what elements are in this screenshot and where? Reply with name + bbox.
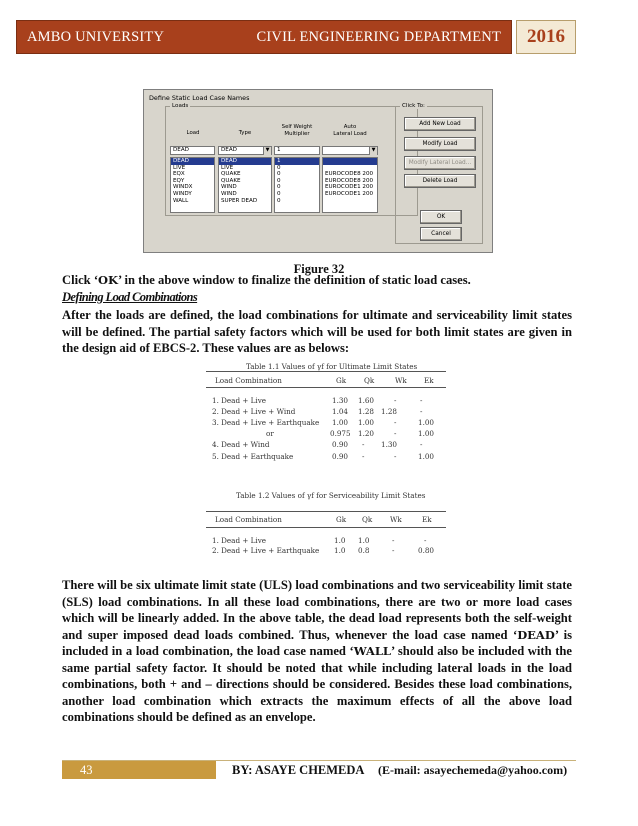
table-cell: 0.80	[418, 546, 435, 555]
col-auto-label-1: Auto	[343, 124, 357, 130]
list-item[interactable]	[323, 165, 377, 172]
load-name-list[interactable]	[170, 157, 215, 213]
list-item[interactable]: 0	[277, 164, 281, 171]
load-type-select[interactable]	[218, 146, 272, 155]
table-cell: -	[394, 429, 397, 438]
load-type-list[interactable]	[218, 157, 272, 213]
list-item[interactable]: WALL	[173, 197, 189, 204]
table1-caption: Table 1.1 Values of γf for Ultimate Limit States	[246, 362, 418, 371]
table1-header: Wk	[395, 376, 407, 385]
col-type-label: Type	[238, 130, 252, 136]
para1-text-a: Click ‘	[62, 273, 99, 287]
list-item[interactable]: EUROCODE8 200	[325, 177, 374, 184]
table-cell: 2. Dead + Live + Wind	[212, 407, 296, 416]
footer-email: (E-mail: asayechemeda@yahoo.com)	[378, 763, 568, 777]
list-item[interactable]: EQX	[173, 171, 185, 178]
paragraph-click-ok	[62, 272, 572, 289]
table-cell: 1. Dead + Live	[212, 396, 267, 405]
modify-lateral-load-button[interactable]: Modify Lateral Load...	[404, 156, 476, 170]
year-label: 2016	[527, 26, 565, 47]
table-cell: -	[362, 452, 365, 461]
table-cell: 1.30	[332, 396, 349, 405]
table1-header: Qk	[364, 376, 375, 385]
click-to-group	[395, 103, 483, 244]
table-cell: 1.28	[358, 407, 375, 416]
table-cell: -	[394, 396, 397, 405]
load-name-input[interactable]: DEAD	[170, 146, 215, 155]
table-cell: -	[420, 396, 423, 405]
para3-text-a: There will be six ultimate limit state (ULS) load combinations and two serviceability limit state (SLS) load combinations. In all these load combinations, there are two or more load cases which will be linearly added. In the above table, the dead load represents both the self-weight and super imposed dead loads combined. Thus, whenever the load case named ‘	[62, 578, 572, 642]
table-cell: 0.90	[332, 452, 349, 461]
para1-ok-term: OK	[98, 273, 119, 287]
figure-caption: Figure 32	[293, 262, 345, 276]
table-cell: 1.00	[418, 452, 435, 461]
table-cell: 1.00	[418, 418, 435, 427]
para3-wall-term: WALL	[353, 644, 392, 658]
table-cell: -	[394, 452, 397, 461]
table-cell: 1.0	[334, 546, 346, 555]
para3-text-b: ’ is included in a load combination, the load case named ‘	[62, 627, 572, 658]
table2-header: Ek	[422, 515, 432, 524]
list-item[interactable]: LIVE	[221, 164, 234, 171]
list-item[interactable]: EUROCODE8 200	[325, 171, 374, 178]
delete-load-button[interactable]: Delete Load	[404, 174, 476, 188]
col-auto-header	[322, 124, 378, 137]
table-cell: 1.0	[334, 536, 346, 545]
col-multiplier-label-2: Multiplier	[284, 130, 310, 137]
chevron-down-icon[interactable]: ▼	[263, 147, 271, 155]
page-number-box	[62, 761, 216, 779]
click-to-label: Click To:	[402, 103, 425, 109]
table-cell: -	[424, 536, 427, 545]
col-multiplier-label-1: Self Weight	[281, 124, 313, 130]
table-cell: -	[394, 418, 397, 427]
list-item[interactable]: EQY	[173, 177, 185, 184]
page-number: 43	[80, 763, 93, 777]
table1-header: Gk	[336, 376, 347, 385]
chevron-down-icon[interactable]: ▼	[369, 147, 377, 155]
ok-button[interactable]: OK	[420, 210, 462, 224]
table-cell: 1.20	[358, 429, 375, 438]
list-item[interactable]: SUPER DEAD	[221, 197, 258, 204]
loads-group-label: Loads	[172, 103, 189, 109]
table-cell: 0.8	[358, 546, 370, 555]
table-cell: 1.00	[418, 429, 435, 438]
list-item[interactable]: WINDY	[173, 190, 192, 197]
list-item[interactable]: DEAD	[171, 158, 214, 165]
list-item[interactable]: EUROCODE1 200	[325, 184, 374, 191]
list-item[interactable]: 0	[277, 177, 281, 184]
table2-header: Wk	[390, 515, 402, 524]
table-cell: -	[420, 440, 423, 449]
auto-lateral-select[interactable]	[322, 146, 378, 155]
auto-lateral-list[interactable]	[322, 157, 378, 213]
table-cell: 3. Dead + Live + Earthquake	[212, 418, 320, 427]
col-type-header	[218, 130, 272, 137]
table-cell: -	[362, 440, 365, 449]
table-cell: 1.00	[358, 418, 375, 427]
list-item[interactable]	[323, 198, 377, 205]
dialog-title: Define Static Load Case Names	[149, 94, 250, 102]
table-cell: 0.90	[332, 440, 349, 449]
multiplier-input[interactable]: 1	[274, 146, 320, 155]
list-item[interactable]: 0	[277, 197, 281, 204]
table-cell: or	[266, 429, 274, 438]
table-cell: 4. Dead + Wind	[212, 440, 270, 449]
col-multiplier-header	[274, 124, 320, 137]
table-cell: 1.0	[358, 536, 370, 545]
list-item[interactable]: WINDX	[173, 184, 193, 191]
table2-header: Load Combination	[215, 515, 282, 524]
list-item[interactable]	[323, 158, 377, 165]
modify-load-button[interactable]: Modify Load	[404, 137, 476, 151]
table-cell: 0.975	[330, 429, 351, 438]
table-cell: 1.04	[332, 407, 349, 416]
para3-dead-term: DEAD	[517, 627, 555, 642]
list-item[interactable]: DEAD	[219, 158, 271, 165]
table-cell: 1. Dead + Live	[212, 536, 267, 545]
list-item[interactable]: 0	[277, 184, 281, 191]
department-name: CIVIL ENGINEERING DEPARTMENT	[256, 28, 501, 45]
table-cell: 2. Dead + Live + Earthquake	[212, 546, 320, 555]
table-cell: 1.60	[358, 396, 375, 405]
table-cell: 1.28	[381, 407, 398, 416]
university-name: AMBO UNIVERSITY	[27, 28, 165, 45]
table-cell: 1.00	[332, 418, 349, 427]
add-new-load-button[interactable]: Add New Load	[404, 117, 476, 131]
load-type-value: DEAD	[221, 147, 237, 153]
paragraph-load-combinations-intro: After the loads are defined, the load combinations for ultimate and serviceability limit states will be defined. The partial safety factors which will be used for both limit states are given in the design aid of EBCS-2. These values are as belows:	[62, 308, 572, 355]
table2-caption: Table 1.2 Values of γf for Serviceability Limit States	[236, 491, 426, 500]
table1-header: Ek	[424, 376, 434, 385]
list-item[interactable]: LIVE	[173, 164, 186, 171]
para1-text-b: ’ in the above window to finalize the definition of static load cases.	[118, 273, 471, 287]
table-cell: 5. Dead + Earthquake	[212, 452, 294, 461]
col-load-label: Load	[186, 130, 200, 136]
col-auto-label-2: Lateral Load	[333, 130, 367, 137]
list-item[interactable]: WIND	[221, 190, 237, 197]
table-cell: -	[420, 407, 423, 416]
list-item[interactable]: EUROCODE1 200	[325, 190, 374, 197]
header-band	[16, 20, 512, 54]
col-load-header	[170, 130, 216, 137]
paragraph-combinations-explanation	[62, 577, 572, 726]
footer-author: BY: ASAYE CHEMEDA	[232, 763, 365, 777]
para3-text-c: ’ should also be included with the same partial safety factor. It should be noted that while including lateral loads in the load combinations, both + and – directions should be considered. Besides these load combinations, another load combination which extracts the maximum effects of all the above load combinations should be defined as an envelope.	[62, 644, 572, 724]
multiplier-list[interactable]	[274, 157, 320, 213]
list-item[interactable]: 0	[277, 171, 281, 178]
list-item[interactable]: 1	[275, 158, 319, 165]
table-cell: -	[392, 546, 395, 555]
list-item[interactable]: WIND	[221, 184, 237, 191]
table2-header: Gk	[336, 515, 347, 524]
table1-header: Load Combination	[215, 376, 282, 385]
year-box	[516, 20, 576, 54]
list-item[interactable]: QUAKE	[221, 177, 241, 184]
page-header	[16, 20, 626, 54]
cancel-button[interactable]: Cancel	[420, 227, 462, 241]
table-cell: 1.30	[381, 440, 398, 449]
list-item[interactable]: QUAKE	[221, 171, 241, 178]
table2-header: Qk	[362, 515, 373, 524]
section-heading: Defining Load Combinations	[62, 290, 198, 304]
table-cell: -	[392, 536, 395, 545]
list-item[interactable]: 0	[277, 190, 281, 197]
static-load-dialog	[143, 89, 493, 253]
